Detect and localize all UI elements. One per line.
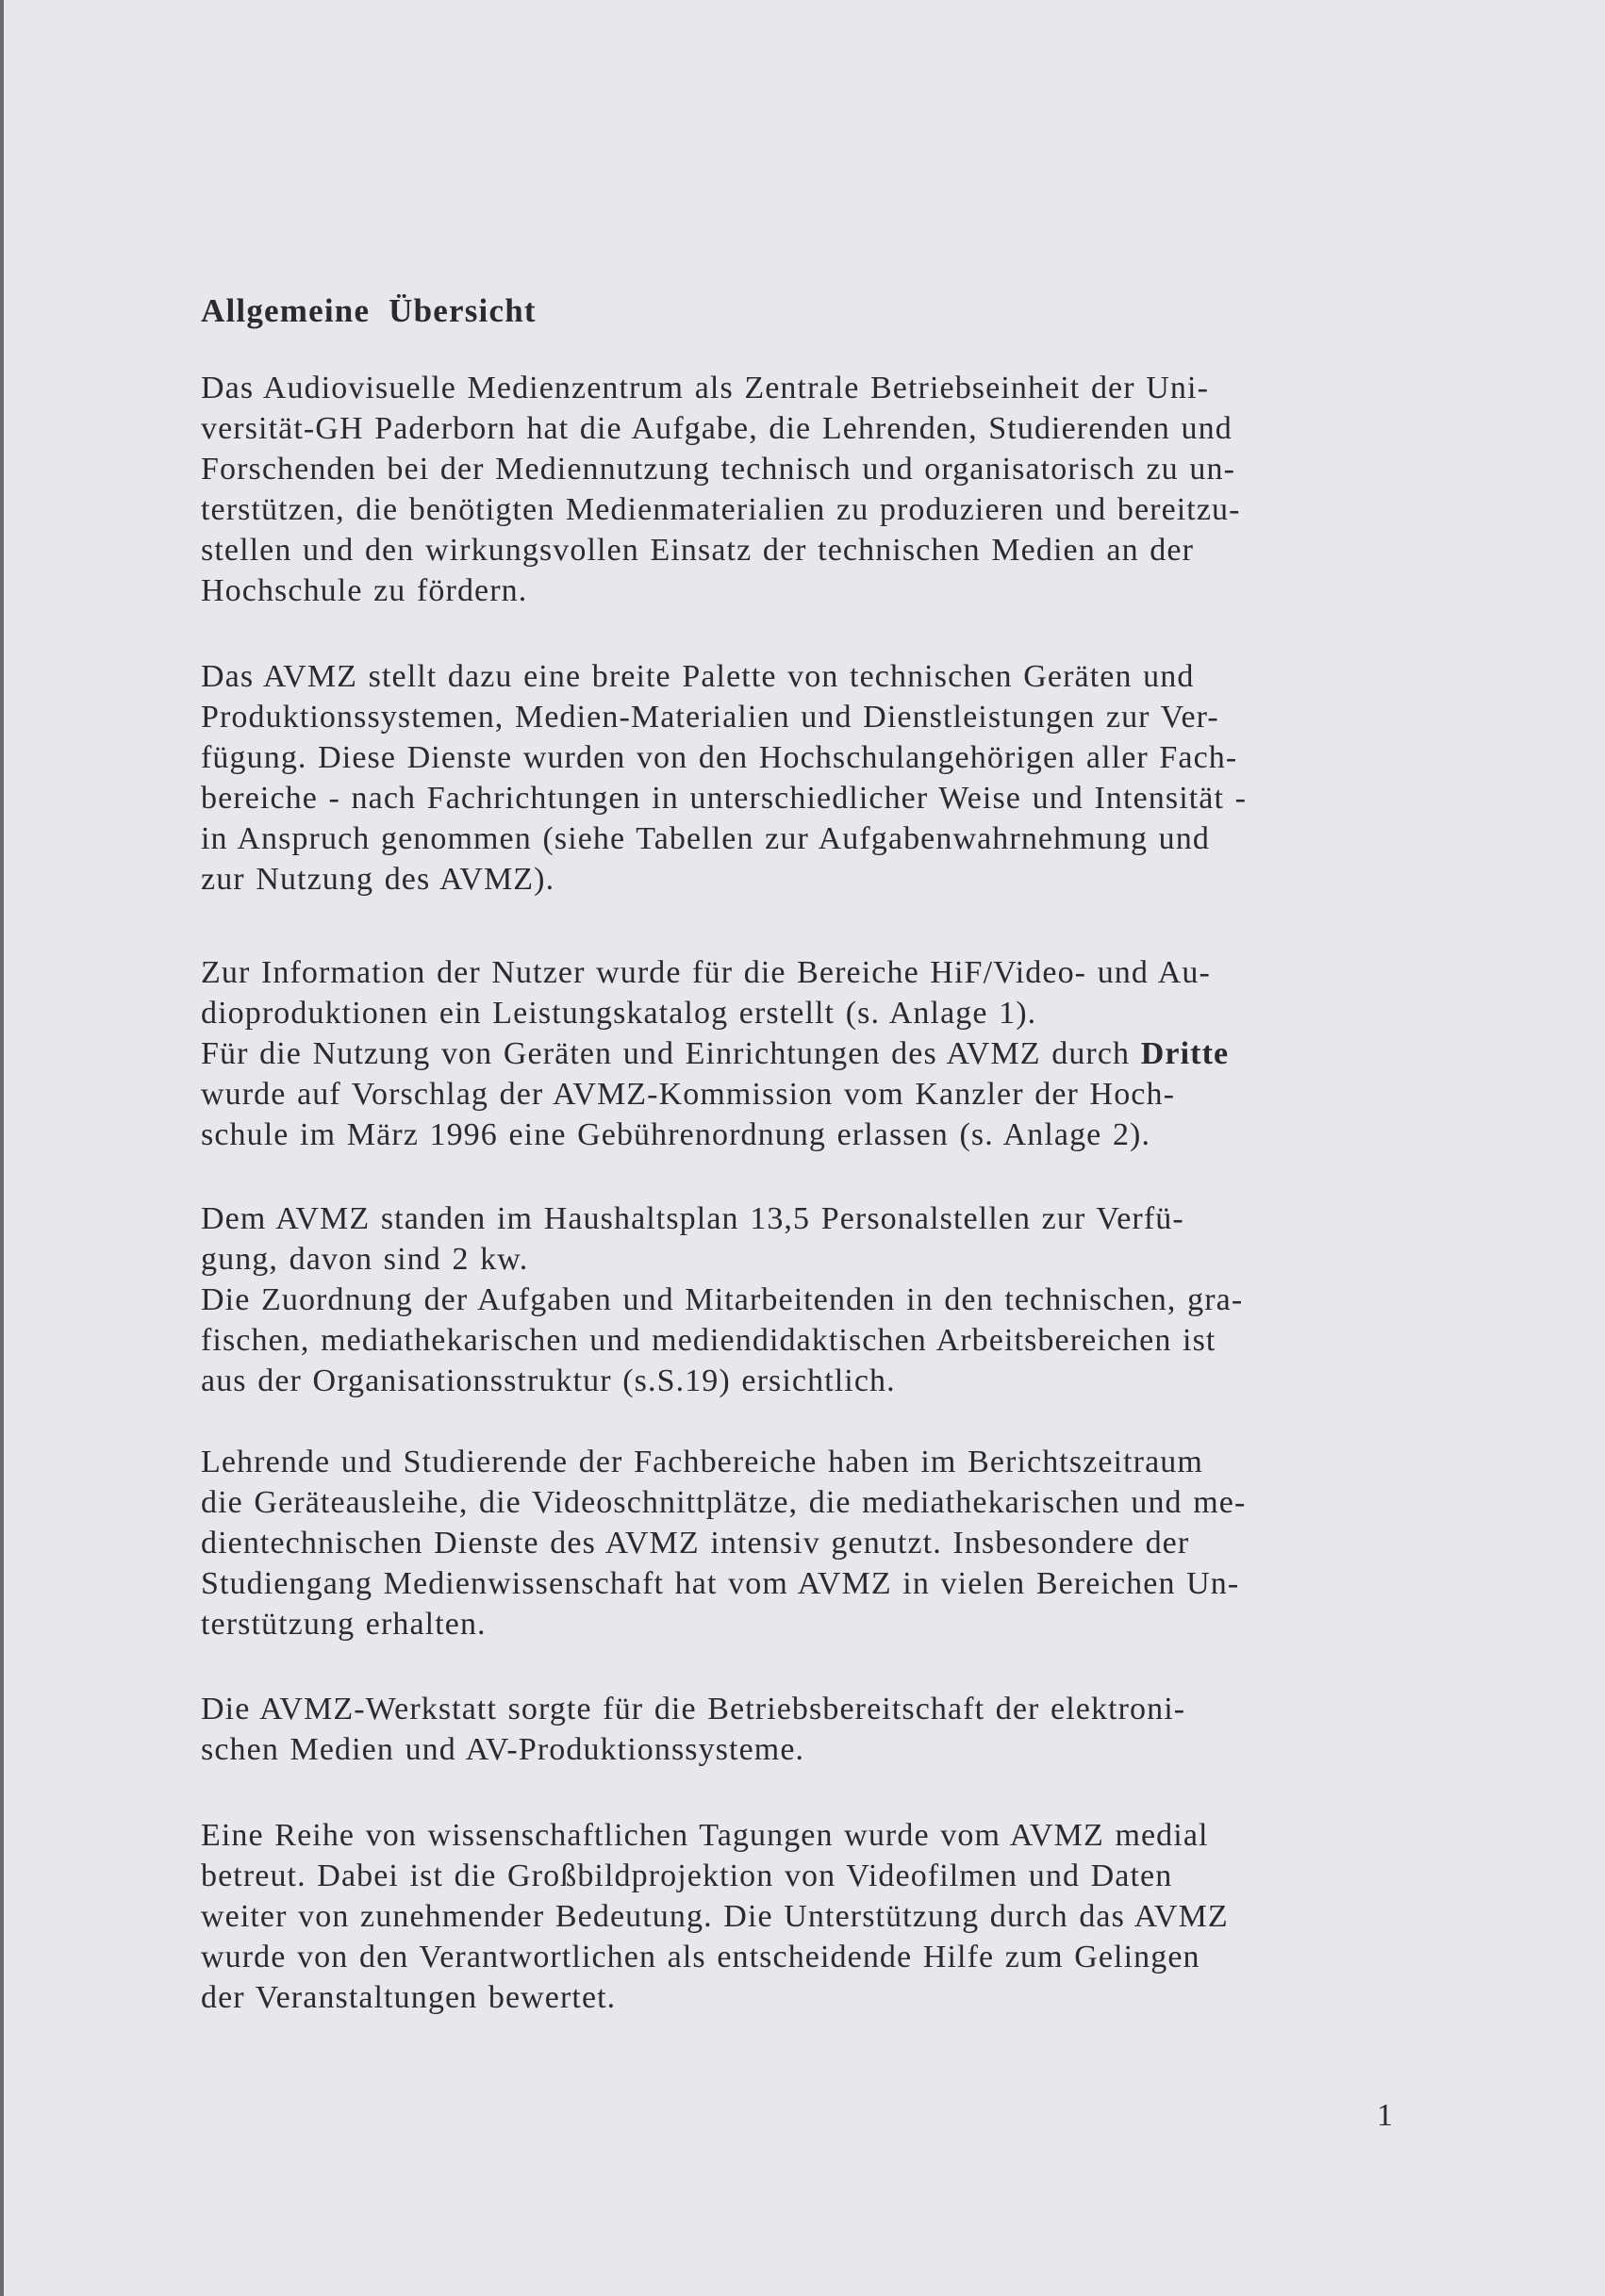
text-line xyxy=(201,1604,1246,1644)
text-line xyxy=(201,697,1247,737)
text-line xyxy=(201,1442,1246,1482)
text-segment: gung, davon sind 2 kw. xyxy=(201,1242,529,1277)
text-line xyxy=(201,778,1247,818)
text-segment: stellen und den wirkungsvollen Einsatz der technischen Medien an der xyxy=(201,533,1195,568)
text-segment: Die Zuordnung der Aufgaben und Mitarbeitenden in den technischen, gra- xyxy=(201,1282,1244,1317)
text-line xyxy=(201,952,1229,993)
text-line xyxy=(201,570,1241,611)
text-segment: versität-GH Paderborn hat die Aufgabe, die Lehrenden, Studierenden und xyxy=(201,411,1233,446)
text-segment: in Anspruch genommen (siehe Tabellen zur Aufgabenwahrnehmung und xyxy=(201,821,1210,856)
text-line xyxy=(201,1815,1229,1856)
text-segment: Lehrende und Studierende der Fachbereiche haben im Berichtszeitraum xyxy=(201,1445,1203,1479)
text-line xyxy=(201,1977,1229,2018)
text-segment: schule im März 1996 eine Gebührenordnung erlassen (s. Anlage 2). xyxy=(201,1117,1151,1152)
text-segment: der Veranstaltungen bewertet. xyxy=(201,1980,617,2015)
paragraph xyxy=(201,656,1247,900)
text-segment: Hochschule zu fördern. xyxy=(201,573,528,608)
text-segment: Studiengang Medienwissenschaft hat vom AVMZ in vielen Bereichen Un- xyxy=(201,1566,1240,1601)
text-segment: Das Audiovisuelle Medienzentrum als Zentrale Betriebseinheit der Uni- xyxy=(201,371,1209,405)
text-line xyxy=(201,368,1241,408)
text-segment: weiter von zunehmender Bedeutung. Die Unterstützung durch das AVMZ xyxy=(201,1899,1229,1934)
text-segment: dioproduktionen ein Leistungskatalog erstellt (s. Anlage 1). xyxy=(201,996,1037,1031)
text-line xyxy=(201,1033,1229,1074)
text-segment: Zur Information der Nutzer wurde für die Bereiche HiF/Video- und Au- xyxy=(201,955,1211,990)
text-line xyxy=(201,1689,1185,1729)
page-edge-shadow xyxy=(0,0,4,2296)
text-segment: terstützung erhalten. xyxy=(201,1607,487,1642)
paragraph xyxy=(201,1198,1243,1401)
bold-text: Dritte xyxy=(1140,1036,1230,1071)
paragraph xyxy=(201,1815,1229,2018)
text-segment: Produktionssystemen, Medien-Materialien und Dienstleistungen zur Ver- xyxy=(201,700,1219,735)
text-line xyxy=(201,993,1229,1033)
text-line xyxy=(201,1729,1185,1770)
text-segment: bereiche - nach Fachrichtungen in unterschiedlicher Weise und Intensität - xyxy=(201,781,1248,816)
text-line xyxy=(201,408,1241,449)
text-segment: fügung. Diese Dienste wurden von den Hochschulangehörigen aller Fach- xyxy=(201,740,1238,775)
section-heading: Allgemeine Übersicht xyxy=(201,292,537,329)
text-segment: Forschenden bei der Mediennutzung technisch und organisatorisch zu un- xyxy=(201,452,1235,487)
text-line xyxy=(201,1856,1229,1896)
text-line xyxy=(201,1937,1229,1977)
text-segment: aus der Organisationsstruktur (s.S.19) ersichtlich. xyxy=(201,1363,896,1398)
text-line xyxy=(201,1523,1246,1563)
text-segment: terstützen, die benötigten Medienmaterialien zu produzieren und bereitzu- xyxy=(201,492,1241,527)
paragraph xyxy=(201,1442,1246,1644)
text-line xyxy=(201,530,1241,570)
text-line xyxy=(201,1361,1243,1401)
text-line xyxy=(201,1320,1243,1361)
text-segment: zur Nutzung des AVMZ). xyxy=(201,862,555,897)
text-segment: Eine Reihe von wissenschaftlichen Tagungen wurde vom AVMZ medial xyxy=(201,1818,1209,1853)
text-line xyxy=(201,1280,1243,1320)
text-segment: fischen, mediathekarischen und mediendidaktischen Arbeitsbereichen ist xyxy=(201,1323,1216,1358)
paragraph xyxy=(201,1689,1185,1770)
text-line xyxy=(201,1074,1229,1115)
text-line xyxy=(201,1198,1243,1239)
text-segment: wurde auf Vorschlag der AVMZ-Kommission vom Kanzler der Hoch- xyxy=(201,1077,1176,1112)
text-line xyxy=(201,1239,1243,1280)
paragraph xyxy=(201,368,1241,611)
paragraph xyxy=(201,952,1229,1155)
text-line xyxy=(201,1896,1229,1937)
text-line xyxy=(201,859,1247,900)
text-segment: Dem AVMZ standen im Haushaltsplan 13,5 Personalstellen zur Verfü- xyxy=(201,1201,1184,1236)
text-line xyxy=(201,489,1241,530)
text-line xyxy=(201,1563,1246,1604)
text-segment: wurde von den Verantwortlichen als entscheidende Hilfe zum Gelingen xyxy=(201,1940,1200,1974)
page-number: 1 xyxy=(1377,2098,1393,2133)
text-segment: Für die Nutzung von Geräten und Einrichtungen des AVMZ durch xyxy=(201,1036,1141,1071)
text-segment: schen Medien und AV-Produktionssysteme. xyxy=(201,1732,805,1767)
text-line xyxy=(201,737,1247,778)
text-line xyxy=(201,818,1247,859)
text-segment: die Geräteausleihe, die Videoschnittplätze, die mediathekarischen und me- xyxy=(201,1485,1247,1520)
text-line xyxy=(201,1115,1229,1155)
text-line xyxy=(201,656,1247,697)
text-segment: dientechnischen Dienste des AVMZ intensiv genutzt. Insbesondere der xyxy=(201,1526,1190,1561)
text-line xyxy=(201,449,1241,489)
text-segment: Das AVMZ stellt dazu eine breite Palette von technischen Geräten und xyxy=(201,659,1195,694)
text-segment: Die AVMZ-Werkstatt sorgte für die Betriebsbereitschaft der elektroni- xyxy=(201,1692,1186,1726)
text-line xyxy=(201,1482,1246,1523)
text-segment: betreut. Dabei ist die Großbildprojektion von Videofilmen und Daten xyxy=(201,1858,1173,1893)
